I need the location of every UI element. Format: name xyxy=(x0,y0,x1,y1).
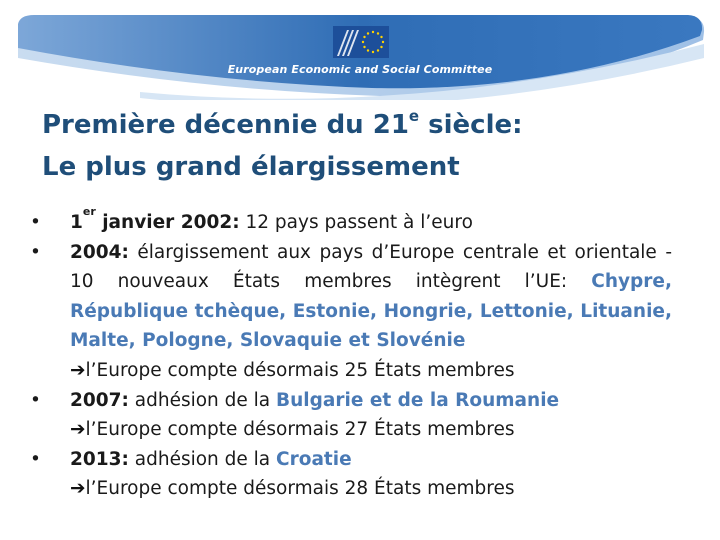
bullet-text: 12 pays passent à l’euro xyxy=(239,212,473,233)
bullet-date: 2007: xyxy=(70,389,129,411)
bullet-item-2007 xyxy=(28,386,672,445)
arrow-right-icon: ➔ xyxy=(70,359,86,381)
organization-name: European Economic and Social Committee xyxy=(227,63,493,76)
title-line-1-suffix: siècle: xyxy=(419,110,523,140)
bullet-dot: • xyxy=(30,212,41,233)
bullet-countries: Croatie xyxy=(276,448,352,470)
bullet-item-2002 xyxy=(28,205,672,238)
bullet-item-2013 xyxy=(28,445,672,504)
header-banner xyxy=(0,0,720,100)
bullet-dot: • xyxy=(30,389,41,411)
bullet-countries: Bulgarie et de la Roumanie xyxy=(276,389,560,411)
bullet-result: ➔l’Europe compte désormais 28 États membres xyxy=(70,478,515,500)
arrow-right-icon: ➔ xyxy=(70,419,86,441)
title-superscript: e xyxy=(408,107,420,125)
bullet-date: 2013: xyxy=(70,448,129,470)
bullet-text: élargissement aux pays d’Europe centrale et orientale - 10 nouveaux États membres intègrent l’UE: xyxy=(70,241,672,293)
eesc-logo-icon xyxy=(333,26,389,58)
bullet-result: ➔l’Europe compte désormais 25 États membres xyxy=(70,359,515,381)
title-line-2: Le plus grand élargissement xyxy=(42,152,460,182)
slide-title xyxy=(42,104,702,188)
bullet-text: adhésion de la xyxy=(128,389,277,411)
bullet-text: adhésion de la xyxy=(128,448,277,470)
bullet-countries: Chypre, République tchèque, Estonie, Hongrie, Lettonie, Lituanie, Malte, Pologne, Slovaquie et Slovénie xyxy=(70,271,672,352)
bullet-item-2004 xyxy=(28,238,672,386)
bullet-date: 1er janvier 2002: xyxy=(70,205,240,233)
title-line-1-prefix: Première décennie du 21 xyxy=(42,110,409,140)
bullet-dot: • xyxy=(30,448,41,470)
bullet-list xyxy=(28,205,672,504)
bullet-dot: • xyxy=(30,241,41,263)
bullet-result: ➔l’Europe compte désormais 27 États membres xyxy=(70,419,515,441)
bullet-date: 2004: xyxy=(70,241,129,263)
arrow-right-icon: ➔ xyxy=(70,478,86,500)
title-line-1 xyxy=(42,104,702,146)
